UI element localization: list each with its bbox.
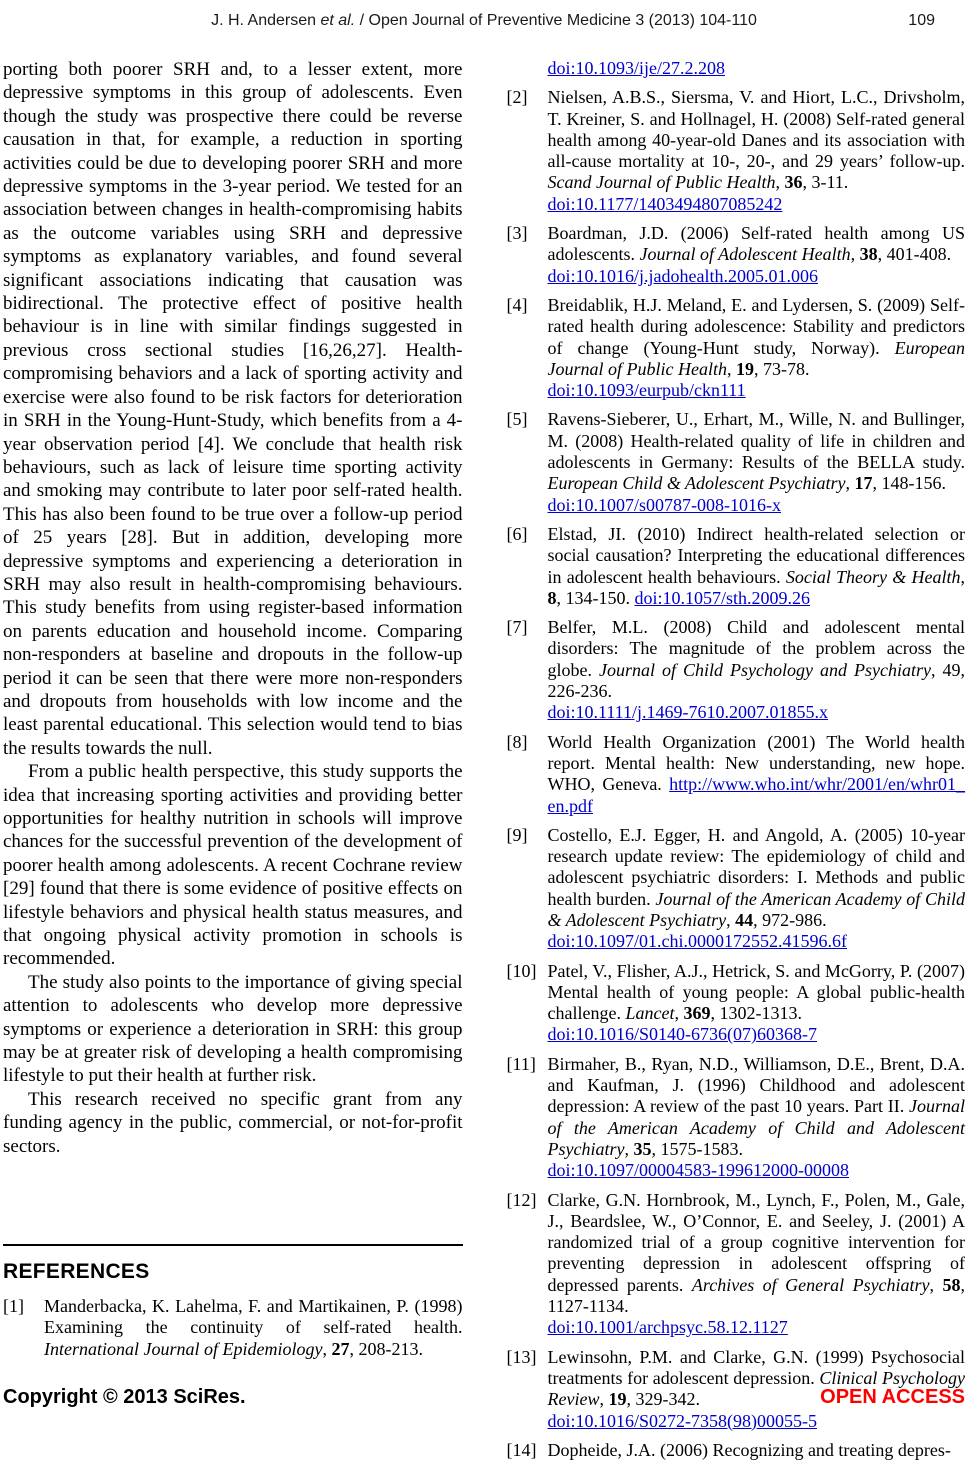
reference-text: Lancet	[625, 1003, 675, 1024]
reference-text: Scand Journal of Public Health	[547, 172, 776, 193]
reference-item	[507, 825, 966, 953]
reference-text: Archives of General Psychiatry	[691, 1274, 930, 1295]
references-heading: REFERENCES	[3, 1260, 150, 1284]
running-head	[3, 10, 965, 30]
reference-text: , 134-150.	[556, 587, 635, 608]
reference-text: International Journal of Epidemiology	[44, 1338, 323, 1359]
discussion-text	[3, 58, 463, 1158]
reference-text: , 401-408.	[877, 244, 952, 265]
doi-link[interactable]: doi:10.1111/j.1469-7610.2007.01855.x	[547, 702, 828, 723]
reference-text: ,	[624, 1138, 634, 1159]
reference-text: , 208-213.	[349, 1338, 423, 1359]
reference-text: , 73-78.	[753, 358, 810, 379]
doi-link[interactable]: doi:10.1093/ije/27.2.208	[547, 58, 725, 78]
reference-text: 19	[608, 1389, 627, 1410]
reference-text: Clinical Psychology Review	[547, 1367, 965, 1410]
reference-number: [2]	[506, 87, 528, 108]
reference-text: Belfer, M.L. (2008) Child and adolescent mental disorders: The magnitude of the problem across the globe.	[547, 617, 965, 680]
page-footer	[3, 1386, 965, 1409]
reference-text: Clarke, G.N. Hornbrook, M., Lynch, F., Polen, M., Gale, J., Beardslee, W., O’Connor, E. and Seeley, J. (2001) A randomized trial of a group cognitive intervention for preventing depression in adolescent offspring of depressed parents.	[547, 1189, 965, 1295]
reference-item	[507, 58, 966, 79]
reference-number: [11]	[506, 1053, 536, 1074]
reference-text: Nielsen, A.B.S., Siersma, V. and Hiort, L.C., Drivsholm, T. Kreiner, S. and Hollnagel, H. (2008) Self-rated general health among 40-year-old Danes and its association with all-cause mortality at 10-, 20-, and 29 years’ follow-up.	[547, 87, 965, 172]
doi-link[interactable]: doi:10.1097/01.chi.0000172552.41596.6f	[547, 931, 847, 952]
reference-text: Journal of the American Academy of Child & Adolescent Psychiatry	[547, 888, 965, 930]
reference-number: [7]	[506, 617, 528, 638]
reference-item	[507, 295, 966, 401]
reference-text: 36	[784, 172, 803, 193]
references-list-right	[507, 58, 966, 1461]
reference-text: ,	[674, 1003, 684, 1024]
reference-text: Breidablik, H.J. Meland, E. and Lydersen, S. (2009) Self-rated health during adolescence: Stability and predictors of change (Young-Hunt study, Norway).	[547, 294, 965, 358]
reference-text: 58	[942, 1274, 961, 1295]
copyright-label: Copyright © 2013 SciRes.	[3, 1386, 246, 1408]
reference-text: Patel, V., Flisher, A.J., Hetrick, S. and McGorry, P. (2007) Mental health of young people: A global public-health challenge.	[547, 960, 965, 1024]
reference-item	[507, 1190, 966, 1339]
reference-text: 35	[633, 1138, 652, 1159]
reference-number: [10]	[506, 960, 537, 981]
paragraph: The study also points to the importance of giving special attention to adolescents who develop more depressive symptoms or experience a deterioration in SRH: this group may be at greater risk of developing a health compromising lifestyle to put their health at further risk.	[3, 971, 463, 1087]
reference-text: Journal of the American Academy of Child and Adolescent Psychiatry	[547, 1096, 965, 1159]
reference-text: Journal of Child Psychology and Psychiatry	[599, 659, 931, 680]
doi-link[interactable]: doi:10.1007/s00787-008-1016-x	[547, 494, 781, 515]
reference-text: European Child & Adolescent Psychiatry	[547, 473, 846, 494]
doi-link[interactable]: doi:10.1016/S0272-7358(98)00055-5	[547, 1410, 817, 1431]
reference-number: [13]	[506, 1346, 537, 1367]
reference-text: Journal of Adolescent Health	[639, 244, 851, 265]
open-access-label: OPEN ACCESS	[820, 1386, 965, 1408]
reference-text: , 49, 226-236.	[547, 659, 965, 702]
reference-number: [8]	[506, 731, 528, 752]
reference-text: World Health Organization (2001) The World health report. Mental health: New understanding, new hope. WHO, Geneva.	[547, 731, 965, 795]
reference-text: Ravens-Sieberer, U., Erhart, M., Wille, N. and Bullinger, M. (2008) Health-related quality of life in children and adolescents in Germany: Results of the BELLA study.	[547, 409, 965, 473]
reference-text: ,	[775, 172, 785, 193]
reference-text: 8	[547, 587, 557, 608]
reference-text: , 972-986.	[753, 909, 827, 930]
reference-text: Boardman, J.D. (2006) Self-rated health among US adolescents.	[547, 223, 965, 265]
reference-item	[507, 524, 966, 609]
running-head-etal: et al.	[320, 12, 356, 29]
reference-item	[507, 961, 966, 1046]
reference-text: 44	[735, 909, 754, 930]
reference-text: , 3-11.	[802, 172, 849, 193]
reference-text: ,	[929, 1274, 943, 1295]
reference-text: Dopheide, J.A. (2006) Recognizing and treating depres-	[547, 1439, 951, 1460]
reference-item	[507, 617, 966, 723]
reference-text: Birmaher, B., Ryan, N.D., Williamson, D.E., Brent, D.A. and Kaufman, J. (1996) Childhood and adolescent depression: A review of the past 10 years. Part II.	[547, 1053, 965, 1117]
paragraph: From a public health perspective, this study supports the idea that increasing sporting activities and providing better opportunities for healthy nutrition in schools will improve chances for the successful prevention of the development of poorer health among adolescents. A recent Cochrane review [29] found that there is some evidence of positive effects on lifestyle behaviors and physical health status measures, and that ongoing physical activity promotion in schools is recommended.	[3, 761, 463, 970]
reference-item	[507, 87, 966, 215]
reference-text: ,	[726, 358, 736, 379]
running-head-journal: / Open Journal of Preventive Medicine 3 (2013) 104-110	[355, 12, 757, 29]
reference-number: [14]	[506, 1439, 537, 1460]
reference-text: 19	[735, 358, 754, 379]
reference-number: [4]	[506, 294, 528, 315]
reference-text: Elstad, JI. (2010) Indirect health-related selection or social causation? Interpreting the educational differences in adolescent health behaviours.	[547, 523, 965, 587]
reference-text: Costello, E.J. Egger, H. and Angold, A. (2005) 10-year research update review: The epidemiology of child and adolescent psychiatric disorders: I. Methods and public health burden.	[547, 824, 965, 909]
reference-text: , 148-156.	[872, 473, 946, 494]
reference-text: , 1575-1583.	[651, 1138, 743, 1159]
doi-link[interactable]: doi:10.1016/S0140-6736(07)60368-7	[547, 1024, 817, 1045]
reference-text: ,	[726, 909, 736, 930]
reference-number: [5]	[506, 409, 528, 430]
right-column	[507, 58, 966, 1469]
doi-link[interactable]: doi:10.1097/00004583-199612000-00008	[547, 1160, 849, 1181]
reference-number: [1]	[3, 1296, 24, 1317]
reference-number: [6]	[506, 523, 528, 544]
two-column-layout	[3, 58, 965, 1469]
reference-text: 38	[859, 244, 878, 265]
paragraph: porting both poorer SRH and, to a lesser extent, more depressive symptoms in this group of adolescents. Even though the study was prospective there could be reverse causation in that, for example, a reduction in sporting activities could be due to developing poorer SRH and more depressive symptoms in the 3-year period. We tested for an association between changes in health-compromising habits as the outcome variables using SRH and depressive symptoms as explanatory variables, and found several significant associations indicating that causation was bidirectional. The protective effect of positive health behaviour is in line with similar findings suggested in previous cross sectional studies [16,26,27]. Health-compromising behaviors and a lack of sporting activity and exercise were also found to be risk factors for deterioration in SRH in the Young-Hunt-Study, which benefits from a 4-year observation period [4]. We conclude that health risk behaviours, such as lack of leisure time sporting activity and smoking may contribute to later poor self-rated health. This has also been found to be true over a follow-up period of 25 years [28]. But in addition, developing more depressive symptoms and experiencing a deterioration in SRH may also result in health-compromising behaviours. This study benefits from using register-based information on parents education and household income. Comparing non-responders at baseline and dropouts in the follow-up period it can be seen that there were more non-responders and dropouts from households with low income and the least parental educational. This selection would tend to bias the results towards the null.	[3, 59, 463, 759]
references-list-left	[3, 1296, 463, 1360]
reference-item	[507, 1054, 966, 1182]
reference-number: [12]	[506, 1189, 537, 1210]
reference-text: Social Theory & Health	[785, 566, 961, 587]
reference-number: [9]	[506, 824, 528, 845]
reference-item	[507, 409, 966, 515]
reference-text: ,	[322, 1338, 332, 1359]
reference-item	[3, 1296, 463, 1360]
reference-text: Lewinsohn, P.M. and Clarke, G.N. (1999) Psychosocial treatments for adolescent depression.	[547, 1346, 965, 1388]
paragraph: This research received no specific grant from any funding agency in the public, commercial, or not-for-profit sectors.	[3, 1088, 463, 1157]
reference-item	[507, 223, 966, 287]
left-column	[3, 58, 463, 1368]
page-header	[3, 10, 965, 40]
references-block	[3, 1244, 463, 1368]
reference-item	[507, 1440, 966, 1461]
reference-text: ,	[845, 473, 855, 494]
doi-link[interactable]: doi:10.1057/sth.2009.26	[634, 587, 811, 608]
doi-link[interactable]: doi:10.1177/1403494807085242	[547, 193, 783, 214]
reference-text: , 1302-1313.	[710, 1003, 802, 1024]
reference-text: , 329-342.	[626, 1389, 700, 1410]
reference-text: ,	[960, 566, 965, 587]
doi-link[interactable]: doi:10.1093/eurpub/ckn111	[547, 380, 746, 401]
reference-text: 369	[683, 1003, 711, 1024]
reference-text: Manderbacka, K. Lahelma, F. and Martikainen, P. (1998) Examining the continuity of self-rated health.	[44, 1296, 463, 1338]
section-divider	[3, 1244, 463, 1246]
url-link[interactable]: http://www.who.int/whr/2001/en/whr01_en.pdf	[547, 774, 965, 816]
reference-text: 27	[331, 1338, 350, 1359]
reference-text: ,	[599, 1389, 609, 1410]
page-number: 109	[908, 12, 935, 29]
reference-number: [3]	[506, 223, 528, 244]
reference-text: , 1127-1134.	[547, 1274, 966, 1317]
reference-text: 17	[854, 473, 873, 494]
doi-link[interactable]: doi:10.1001/archpsyc.58.12.1127	[547, 1317, 788, 1338]
reference-text: European Journal of Public Health	[547, 337, 965, 379]
reference-item	[507, 732, 966, 817]
doi-link[interactable]: doi:10.1016/j.jadohealth.2005.01.006	[547, 265, 818, 286]
running-head-author: J. H. Andersen	[211, 12, 321, 29]
reference-text: ,	[850, 244, 860, 265]
